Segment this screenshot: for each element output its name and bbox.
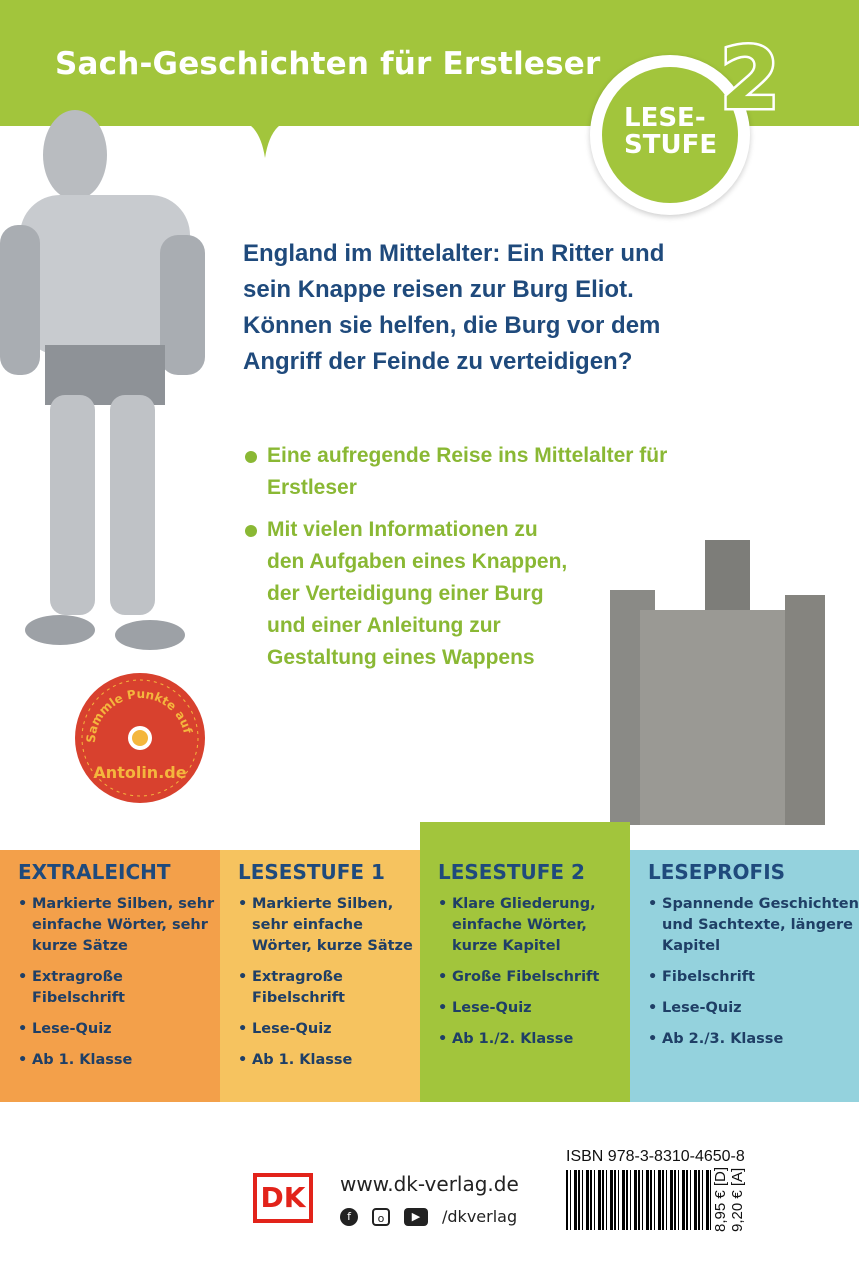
castle-image (610, 540, 859, 825)
level-item: • Ab 1./2. Klasse (438, 1029, 630, 1050)
antolin-arc-text: Sammle Punkte auf (83, 686, 195, 744)
level-leseprofis (630, 850, 859, 1102)
lesestufe-badge (590, 29, 780, 215)
isbn: ISBN 978-3-8310-4650-8 (566, 1148, 745, 1165)
facebook-icon[interactable]: f (340, 1208, 358, 1226)
level-item: • Extragroße Fibelschrift (238, 967, 420, 1009)
youtube-icon[interactable]: ▶ (404, 1208, 428, 1226)
badge-label: STUFE (624, 130, 718, 160)
level-item: • Lese-Quiz (648, 998, 859, 1019)
social-handle: /dkverlag (442, 1207, 518, 1226)
level-item: • Lese-Quiz (238, 1019, 420, 1040)
level-item: • Lese-Quiz (438, 998, 630, 1019)
price-a: 9,20 € [A] (729, 1167, 746, 1232)
price-d: 8,95 € [D] (712, 1166, 729, 1232)
website-link[interactable]: www.dk-verlag.de (340, 1172, 519, 1196)
social-links (340, 1207, 517, 1226)
intro-text: England im Mittelalter: Ein Ritter und sein Knappe reisen zur Burg Eliot. Können sie helfen, die Burg vor dem Angriff der Feinde zu verteidigen? (243, 240, 665, 375)
level-item: • Markierte Silben, sehr einfache Wörter, kurze Sätze (238, 894, 420, 957)
level-item: • Markierte Silben, sehr einfache Wörter, sehr kurze Sätze (18, 894, 220, 957)
badge-label: LESE- (624, 103, 706, 133)
level-item: • Große Fibelschrift (438, 967, 630, 988)
level-item: • Fibelschrift (648, 967, 859, 988)
level-item: • Ab 2./3. Klasse (648, 1029, 859, 1050)
level-lesestufe-2 (420, 822, 630, 1102)
level-extraleicht (0, 850, 220, 1102)
level-title: LESESTUFE 2 (438, 860, 585, 884)
level-title: LESEPROFIS (648, 860, 786, 884)
antolin-site: Antolin.de (93, 763, 187, 782)
series-title: Sach-Geschichten für Erstleser (55, 46, 601, 82)
antolin-badge (70, 668, 210, 808)
level-lesestufe-1 (220, 850, 420, 1102)
level-item: • Ab 1. Klasse (238, 1050, 420, 1071)
knight-armor-image (0, 95, 220, 675)
feature-item: Eine aufregende Reise ins Mittelalter für Erstleser (245, 440, 695, 504)
dk-logo: DK (253, 1173, 313, 1223)
level-title: EXTRALEICHT (18, 860, 171, 884)
badge-number: 2 (720, 29, 780, 129)
header-notch (240, 120, 290, 160)
level-title: LESESTUFE 1 (238, 860, 385, 884)
barcode (566, 1170, 711, 1230)
level-item: • Extragroße Fibelschrift (18, 967, 220, 1009)
instagram-icon[interactable]: o (372, 1208, 390, 1226)
feature-item: Mit vielen Informationen zu den Aufgaben eines Knappen, der Verteidigung einer Burg und einer Anleitung zur Gestaltung eines Wappens (245, 514, 575, 674)
level-item: • Spannende Geschichten und Sachtexte, längere Kapitel (648, 894, 859, 957)
level-item: • Klare Gliederung, einfache Wörter, kurze Kapitel (438, 894, 630, 957)
level-item: • Lese-Quiz (18, 1019, 220, 1040)
level-item: • Ab 1. Klasse (18, 1050, 220, 1071)
prices (712, 1148, 746, 1232)
